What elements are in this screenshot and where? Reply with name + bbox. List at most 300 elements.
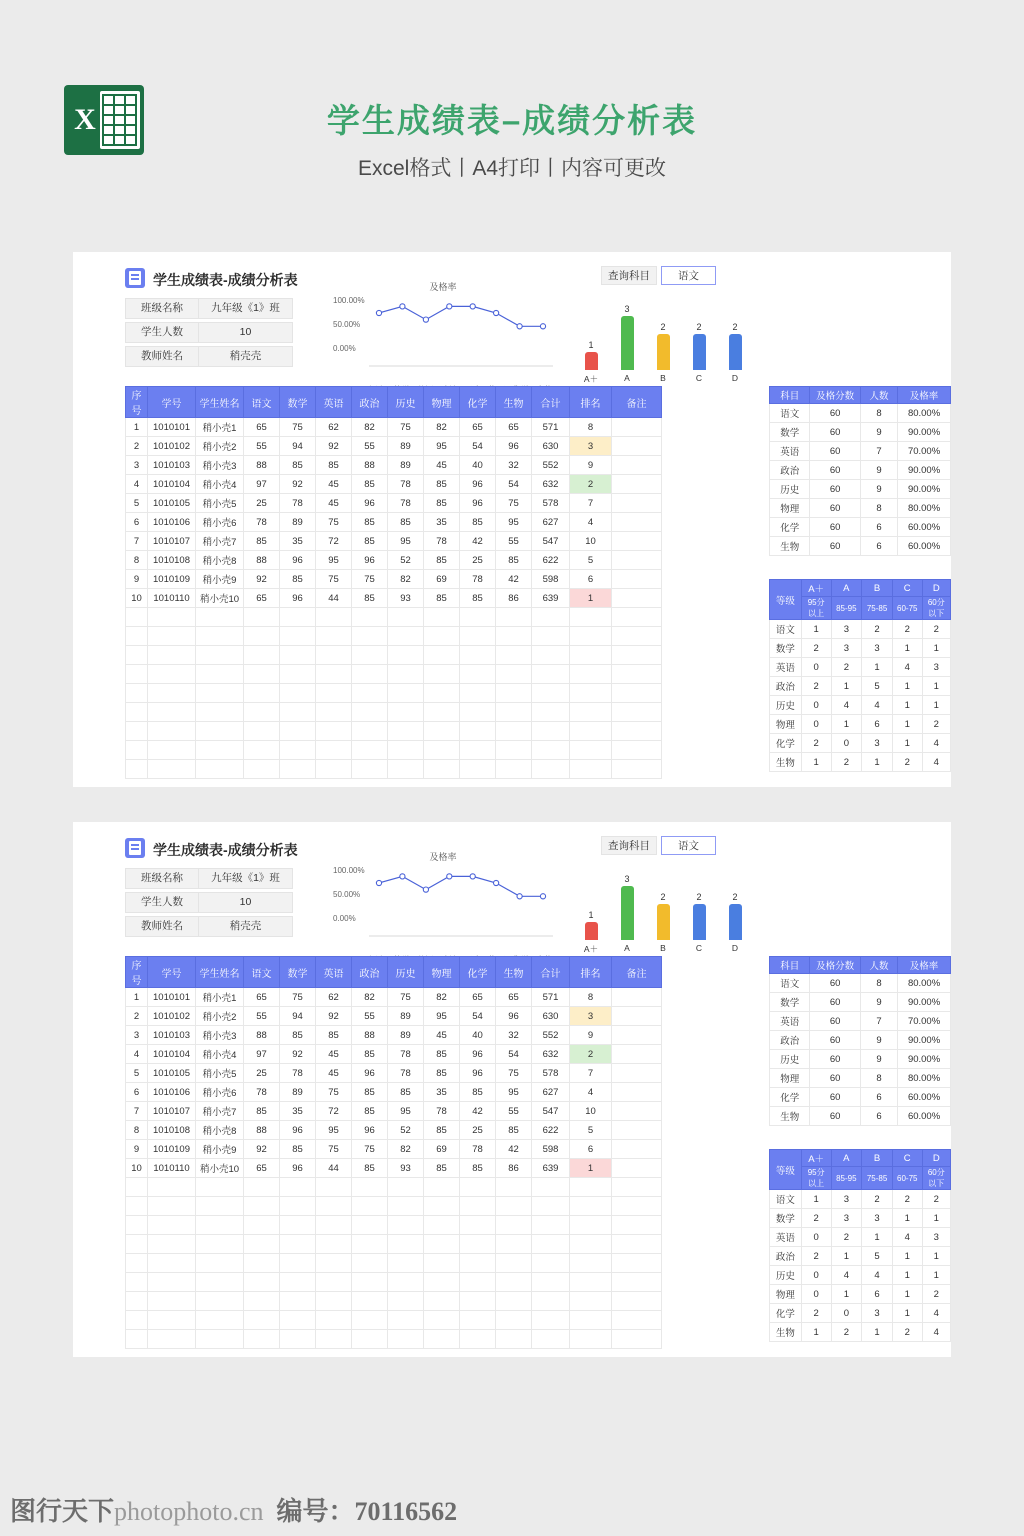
cell-note bbox=[612, 1007, 662, 1026]
table-row bbox=[770, 1266, 951, 1285]
column-header: 学号 bbox=[148, 957, 196, 988]
table-row-empty[interactable] bbox=[126, 1330, 662, 1349]
cell-subject: 化学 bbox=[770, 1304, 802, 1323]
sheet-title: 学生成绩表-成绩分析表 bbox=[153, 842, 298, 858]
cell-empty bbox=[280, 1254, 316, 1273]
bar-rect bbox=[585, 352, 598, 370]
cell-rank: 8 bbox=[570, 418, 612, 437]
cell-subject: 化学 bbox=[770, 1088, 810, 1107]
cell-empty bbox=[612, 646, 662, 665]
cell-politics: 96 bbox=[352, 494, 388, 513]
cell-politics: 85 bbox=[352, 1102, 388, 1121]
cell-grade-count: 4 bbox=[892, 1228, 922, 1247]
cell-english: 85 bbox=[316, 1026, 352, 1045]
cell-empty bbox=[424, 665, 460, 684]
bar-category-label: B bbox=[660, 373, 666, 383]
table-row-empty[interactable] bbox=[126, 741, 662, 760]
cell-empty bbox=[424, 1197, 460, 1216]
cell-physics: 85 bbox=[424, 1159, 460, 1178]
cell-subject: 物理 bbox=[770, 1069, 810, 1088]
table-row[interactable] bbox=[126, 1045, 662, 1064]
cell-empty bbox=[196, 1292, 244, 1311]
cell-empty bbox=[424, 722, 460, 741]
bar-category-label: C bbox=[695, 373, 703, 383]
cell-student-id: 1010101 bbox=[148, 418, 196, 437]
cell-empty bbox=[460, 722, 496, 741]
cell-no: 7 bbox=[126, 1102, 148, 1121]
cell-rank: 6 bbox=[570, 570, 612, 589]
cell-physics: 45 bbox=[424, 1026, 460, 1045]
cell-chinese: 97 bbox=[244, 1045, 280, 1064]
cell-empty bbox=[148, 1273, 196, 1292]
cell-empty bbox=[388, 1254, 424, 1273]
table-row-empty[interactable] bbox=[126, 627, 662, 646]
cell-grade-count: 3 bbox=[862, 1304, 893, 1323]
cell-politics: 75 bbox=[352, 570, 388, 589]
info-row bbox=[125, 322, 293, 343]
cell-history: 95 bbox=[388, 532, 424, 551]
cell-no: 5 bbox=[126, 494, 148, 513]
cell-pass-rate: 80.00% bbox=[898, 404, 951, 423]
cell-subject: 政治 bbox=[770, 461, 810, 480]
cell-note bbox=[612, 437, 662, 456]
cell-empty bbox=[316, 627, 352, 646]
table-row[interactable] bbox=[126, 418, 662, 437]
cell-math: 92 bbox=[280, 475, 316, 494]
grade-column-header: B bbox=[862, 1150, 893, 1167]
cell-empty bbox=[424, 1292, 460, 1311]
cell-pass-score: 60 bbox=[810, 1012, 860, 1031]
cell-no: 9 bbox=[126, 1140, 148, 1159]
table-row[interactable] bbox=[126, 494, 662, 513]
cell-empty bbox=[388, 741, 424, 760]
table-row bbox=[770, 753, 951, 772]
table-row-empty[interactable] bbox=[126, 1197, 662, 1216]
cell-empty bbox=[460, 741, 496, 760]
cell-math: 89 bbox=[280, 1083, 316, 1102]
table-row-empty[interactable] bbox=[126, 1273, 662, 1292]
cell-empty bbox=[352, 608, 388, 627]
info-value[interactable]: 稍壳壳 bbox=[199, 346, 293, 367]
cell-chemistry: 54 bbox=[460, 437, 496, 456]
cell-empty bbox=[532, 1311, 570, 1330]
cell-chinese: 65 bbox=[244, 1159, 280, 1178]
cell-grade-count: 2 bbox=[892, 1323, 922, 1342]
cell-pass-score: 60 bbox=[810, 461, 860, 480]
cell-no: 4 bbox=[126, 1045, 148, 1064]
bar-category-label: A＋ bbox=[583, 374, 599, 384]
cell-rank: 6 bbox=[570, 1140, 612, 1159]
bar-column bbox=[724, 298, 746, 370]
cell-empty bbox=[424, 1254, 460, 1273]
cell-subject: 生物 bbox=[770, 1323, 802, 1342]
cell-rank: 4 bbox=[570, 1083, 612, 1102]
grade-column-header: C bbox=[892, 1150, 922, 1167]
cell-pass-rate: 60.00% bbox=[898, 537, 951, 556]
y-tick-label: 50.00% bbox=[333, 320, 361, 329]
cell-total: 627 bbox=[532, 513, 570, 532]
cell-history: 52 bbox=[388, 1121, 424, 1140]
table-row[interactable] bbox=[126, 570, 662, 589]
cell-pass-rate: 70.00% bbox=[898, 1012, 951, 1031]
cell-math: 78 bbox=[280, 1064, 316, 1083]
cell-student-name: 稍小壳4 bbox=[196, 475, 244, 494]
cell-empty bbox=[424, 703, 460, 722]
table-row[interactable] bbox=[126, 456, 662, 475]
cell-chinese: 65 bbox=[244, 418, 280, 437]
table-row[interactable] bbox=[126, 1159, 662, 1178]
cell-empty bbox=[424, 760, 460, 779]
table-row[interactable] bbox=[126, 1064, 662, 1083]
cell-math: 96 bbox=[280, 1159, 316, 1178]
bar-category-label: B bbox=[660, 943, 666, 953]
cell-empty bbox=[244, 665, 280, 684]
column-header: 合计 bbox=[532, 387, 570, 418]
cell-no: 10 bbox=[126, 1159, 148, 1178]
cell-pass-score: 60 bbox=[810, 537, 860, 556]
cell-student-name: 稍小壳8 bbox=[196, 551, 244, 570]
page-title: 学生成绩表–成绩分析表 bbox=[326, 102, 698, 139]
cell-empty bbox=[496, 703, 532, 722]
info-value[interactable]: 10 bbox=[199, 892, 293, 913]
cell-empty bbox=[196, 1273, 244, 1292]
column-header: 序号 bbox=[126, 957, 148, 988]
cell-empty bbox=[612, 665, 662, 684]
column-header: 及格分数 bbox=[810, 957, 860, 974]
grade-range-header: 95分以上 bbox=[801, 1167, 831, 1190]
cell-chinese: 55 bbox=[244, 1007, 280, 1026]
table-row-empty[interactable] bbox=[126, 1311, 662, 1330]
query-select[interactable]: 语文 bbox=[661, 836, 716, 855]
cell-empty bbox=[316, 1273, 352, 1292]
cell-empty bbox=[148, 703, 196, 722]
cell-empty bbox=[612, 703, 662, 722]
cell-empty bbox=[126, 665, 148, 684]
cell-student-id: 1010104 bbox=[148, 475, 196, 494]
cell-politics: 55 bbox=[352, 1007, 388, 1026]
table-row-empty[interactable] bbox=[126, 1254, 662, 1273]
cell-student-name: 稍小壳6 bbox=[196, 513, 244, 532]
table-row-empty[interactable] bbox=[126, 703, 662, 722]
table-row[interactable] bbox=[126, 475, 662, 494]
table-row[interactable] bbox=[126, 1121, 662, 1140]
cell-empty bbox=[532, 1216, 570, 1235]
cell-empty bbox=[352, 1197, 388, 1216]
cell-total: 632 bbox=[532, 1045, 570, 1064]
cell-empty bbox=[244, 741, 280, 760]
bar-chart-x-labels bbox=[573, 943, 753, 955]
cell-english: 92 bbox=[316, 1007, 352, 1026]
query-label: 查询科目 bbox=[601, 836, 657, 855]
cell-empty bbox=[196, 608, 244, 627]
cell-student-name: 稍小壳3 bbox=[196, 1026, 244, 1045]
column-header: 数学 bbox=[280, 387, 316, 418]
cell-total: 547 bbox=[532, 1102, 570, 1121]
cell-empty bbox=[280, 703, 316, 722]
column-header: 化学 bbox=[460, 387, 496, 418]
cell-empty bbox=[196, 665, 244, 684]
cell-history: 82 bbox=[388, 570, 424, 589]
table-row-empty[interactable] bbox=[126, 646, 662, 665]
cell-note bbox=[612, 1140, 662, 1159]
cell-empty bbox=[424, 741, 460, 760]
cell-subject: 化学 bbox=[770, 518, 810, 537]
cell-pass-count: 9 bbox=[860, 993, 897, 1012]
cell-history: 78 bbox=[388, 1045, 424, 1064]
cell-empty bbox=[148, 1216, 196, 1235]
cell-math: 96 bbox=[280, 551, 316, 570]
column-header: 英语 bbox=[316, 957, 352, 988]
cell-note bbox=[612, 570, 662, 589]
table-row bbox=[770, 1069, 951, 1088]
cell-english: 75 bbox=[316, 1083, 352, 1102]
cell-empty bbox=[196, 741, 244, 760]
cell-pass-score: 60 bbox=[810, 518, 860, 537]
table-row[interactable] bbox=[126, 513, 662, 532]
bar-column bbox=[688, 868, 710, 940]
cell-biology: 32 bbox=[496, 1026, 532, 1045]
cell-grade-count: 1 bbox=[922, 639, 950, 658]
cell-empty bbox=[388, 1311, 424, 1330]
cell-empty bbox=[280, 608, 316, 627]
cell-empty bbox=[148, 665, 196, 684]
table-row-empty[interactable] bbox=[126, 608, 662, 627]
cell-pass-score: 60 bbox=[810, 1107, 860, 1126]
column-header: 人数 bbox=[860, 957, 897, 974]
cell-empty bbox=[280, 722, 316, 741]
table-row-empty[interactable] bbox=[126, 665, 662, 684]
cell-empty bbox=[570, 703, 612, 722]
cell-empty bbox=[388, 627, 424, 646]
cell-grade-count: 2 bbox=[831, 1228, 862, 1247]
cell-pass-score: 60 bbox=[810, 480, 860, 499]
cell-rank: 1 bbox=[570, 589, 612, 608]
cell-chinese: 55 bbox=[244, 437, 280, 456]
cell-english: 62 bbox=[316, 988, 352, 1007]
cell-note bbox=[612, 494, 662, 513]
cell-pass-rate: 60.00% bbox=[898, 1107, 951, 1126]
cell-empty bbox=[352, 646, 388, 665]
sheet-icon bbox=[125, 268, 145, 288]
cell-grade-count: 1 bbox=[801, 1323, 831, 1342]
bar-value-label: 2 bbox=[732, 322, 738, 332]
cell-chinese: 78 bbox=[244, 513, 280, 532]
cell-empty bbox=[244, 1178, 280, 1197]
watermark-domain: photophoto.cn bbox=[114, 1497, 264, 1526]
cell-empty bbox=[388, 1216, 424, 1235]
cell-empty bbox=[532, 722, 570, 741]
cell-empty bbox=[570, 722, 612, 741]
cell-pass-rate: 80.00% bbox=[898, 499, 951, 518]
cell-grade-count: 2 bbox=[922, 1190, 950, 1209]
info-value[interactable]: 九年级《1》班 bbox=[199, 298, 293, 319]
cell-english: 44 bbox=[316, 589, 352, 608]
table-row[interactable] bbox=[126, 589, 662, 608]
cell-english: 45 bbox=[316, 475, 352, 494]
grade-range-header: 95分以上 bbox=[801, 597, 831, 620]
cell-math: 85 bbox=[280, 1140, 316, 1159]
table-row bbox=[770, 1031, 951, 1050]
cell-student-id: 1010104 bbox=[148, 1045, 196, 1064]
info-value[interactable]: 10 bbox=[199, 322, 293, 343]
cell-history: 89 bbox=[388, 456, 424, 475]
cell-empty bbox=[244, 684, 280, 703]
cell-empty bbox=[612, 1254, 662, 1273]
bar-column bbox=[580, 298, 602, 370]
cell-empty bbox=[126, 741, 148, 760]
bar-value-label: 1 bbox=[588, 910, 594, 920]
query-select[interactable]: 语文 bbox=[661, 266, 716, 285]
cell-chemistry: 42 bbox=[460, 1102, 496, 1121]
cell-grade-count: 2 bbox=[801, 1304, 831, 1323]
cell-chemistry: 25 bbox=[460, 1121, 496, 1140]
cell-empty bbox=[126, 760, 148, 779]
table-row-empty[interactable] bbox=[126, 684, 662, 703]
bar-rect bbox=[621, 886, 634, 940]
cell-pass-score: 60 bbox=[810, 423, 860, 442]
cell-grade-count: 2 bbox=[862, 1190, 893, 1209]
sheet-title: 学生成绩表-成绩分析表 bbox=[153, 272, 298, 288]
cell-empty bbox=[244, 760, 280, 779]
table-row-empty[interactable] bbox=[126, 1235, 662, 1254]
table-row[interactable] bbox=[126, 1140, 662, 1159]
cell-math: 85 bbox=[280, 1026, 316, 1045]
table-row[interactable] bbox=[126, 1026, 662, 1045]
page-header bbox=[0, 0, 1024, 250]
cell-grade-count: 2 bbox=[922, 620, 950, 639]
cell-math: 85 bbox=[280, 456, 316, 475]
cell-pass-rate: 60.00% bbox=[898, 1088, 951, 1107]
grade-column-header: B bbox=[862, 580, 893, 597]
cell-grade-count: 1 bbox=[831, 1285, 862, 1304]
table-row-empty[interactable] bbox=[126, 1292, 662, 1311]
table-row[interactable] bbox=[126, 988, 662, 1007]
cell-empty bbox=[196, 646, 244, 665]
cell-empty bbox=[570, 760, 612, 779]
cell-empty bbox=[424, 1273, 460, 1292]
cell-subject: 语文 bbox=[770, 404, 810, 423]
cell-empty bbox=[612, 627, 662, 646]
table-row-empty[interactable] bbox=[126, 722, 662, 741]
cell-empty bbox=[570, 1292, 612, 1311]
table-row-empty[interactable] bbox=[126, 1178, 662, 1197]
cell-empty bbox=[496, 1216, 532, 1235]
table-row[interactable] bbox=[126, 1083, 662, 1102]
cell-empty bbox=[148, 1197, 196, 1216]
cell-pass-score: 60 bbox=[810, 442, 860, 461]
cell-subject: 物理 bbox=[770, 1285, 802, 1304]
table-row[interactable] bbox=[126, 551, 662, 570]
info-value[interactable]: 稍壳壳 bbox=[199, 916, 293, 937]
bar-category-label: D bbox=[731, 373, 739, 383]
cell-history: 82 bbox=[388, 1140, 424, 1159]
cell-empty bbox=[316, 1292, 352, 1311]
info-value[interactable]: 九年级《1》班 bbox=[199, 868, 293, 889]
cell-note bbox=[612, 532, 662, 551]
cell-biology: 95 bbox=[496, 1083, 532, 1102]
cell-no: 9 bbox=[126, 570, 148, 589]
bar-column bbox=[580, 868, 602, 940]
cell-subject: 生物 bbox=[770, 1107, 810, 1126]
cell-subject: 英语 bbox=[770, 1012, 810, 1031]
cell-chemistry: 40 bbox=[460, 456, 496, 475]
table-row bbox=[770, 658, 951, 677]
cell-empty bbox=[196, 1178, 244, 1197]
bar-category-label: A bbox=[624, 943, 630, 953]
line-chart-plot bbox=[369, 866, 553, 938]
cell-student-name: 稍小壳8 bbox=[196, 1121, 244, 1140]
bar-value-label: 2 bbox=[696, 322, 702, 332]
cell-empty bbox=[196, 760, 244, 779]
cell-empty bbox=[126, 722, 148, 741]
table-row-empty[interactable] bbox=[126, 760, 662, 779]
cell-student-id: 1010105 bbox=[148, 494, 196, 513]
table-row bbox=[770, 993, 951, 1012]
cell-empty bbox=[496, 1254, 532, 1273]
cell-math: 94 bbox=[280, 437, 316, 456]
table-row[interactable] bbox=[126, 437, 662, 456]
cell-empty bbox=[496, 741, 532, 760]
score-table bbox=[125, 386, 662, 779]
cell-student-id: 1010107 bbox=[148, 532, 196, 551]
line-chart-y-axis bbox=[333, 866, 369, 938]
cell-empty bbox=[570, 1273, 612, 1292]
cell-physics: 82 bbox=[424, 418, 460, 437]
class-info-block bbox=[125, 868, 293, 940]
cell-empty bbox=[612, 722, 662, 741]
pass-rate-line-chart bbox=[333, 852, 553, 950]
cell-note bbox=[612, 1026, 662, 1045]
column-header: 合计 bbox=[532, 957, 570, 988]
table-row bbox=[770, 1323, 951, 1342]
cell-physics: 85 bbox=[424, 475, 460, 494]
cell-empty bbox=[612, 1292, 662, 1311]
grade-column-header: D bbox=[922, 580, 950, 597]
cell-pass-count: 9 bbox=[860, 423, 897, 442]
class-info-block bbox=[125, 298, 293, 370]
cell-empty bbox=[196, 703, 244, 722]
cell-grade-count: 4 bbox=[862, 1266, 893, 1285]
cell-empty bbox=[244, 1254, 280, 1273]
table-row-empty[interactable] bbox=[126, 1216, 662, 1235]
cell-subject: 政治 bbox=[770, 1031, 810, 1050]
cell-empty bbox=[388, 760, 424, 779]
column-header: 序号 bbox=[126, 387, 148, 418]
cell-rank: 3 bbox=[570, 437, 612, 456]
excel-logo-letter: X bbox=[74, 103, 96, 136]
table-row[interactable] bbox=[126, 1007, 662, 1026]
column-header: 备注 bbox=[612, 957, 662, 988]
grade-range-header: 75-85 bbox=[862, 1167, 893, 1190]
cell-subject: 英语 bbox=[770, 1228, 802, 1247]
bar-rect bbox=[585, 922, 598, 940]
cell-empty bbox=[316, 684, 352, 703]
cell-empty bbox=[532, 1197, 570, 1216]
cell-note bbox=[612, 551, 662, 570]
table-row bbox=[770, 1209, 951, 1228]
cell-empty bbox=[316, 1311, 352, 1330]
cell-empty bbox=[460, 1235, 496, 1254]
table-header-row bbox=[126, 957, 662, 988]
cell-grade-count: 5 bbox=[862, 1247, 893, 1266]
table-row[interactable] bbox=[126, 532, 662, 551]
cell-grade-count: 6 bbox=[862, 715, 893, 734]
cell-empty bbox=[612, 1330, 662, 1349]
table-row[interactable] bbox=[126, 1102, 662, 1121]
cell-english: 45 bbox=[316, 1045, 352, 1064]
cell-subject: 英语 bbox=[770, 658, 802, 677]
cell-empty bbox=[496, 1292, 532, 1311]
